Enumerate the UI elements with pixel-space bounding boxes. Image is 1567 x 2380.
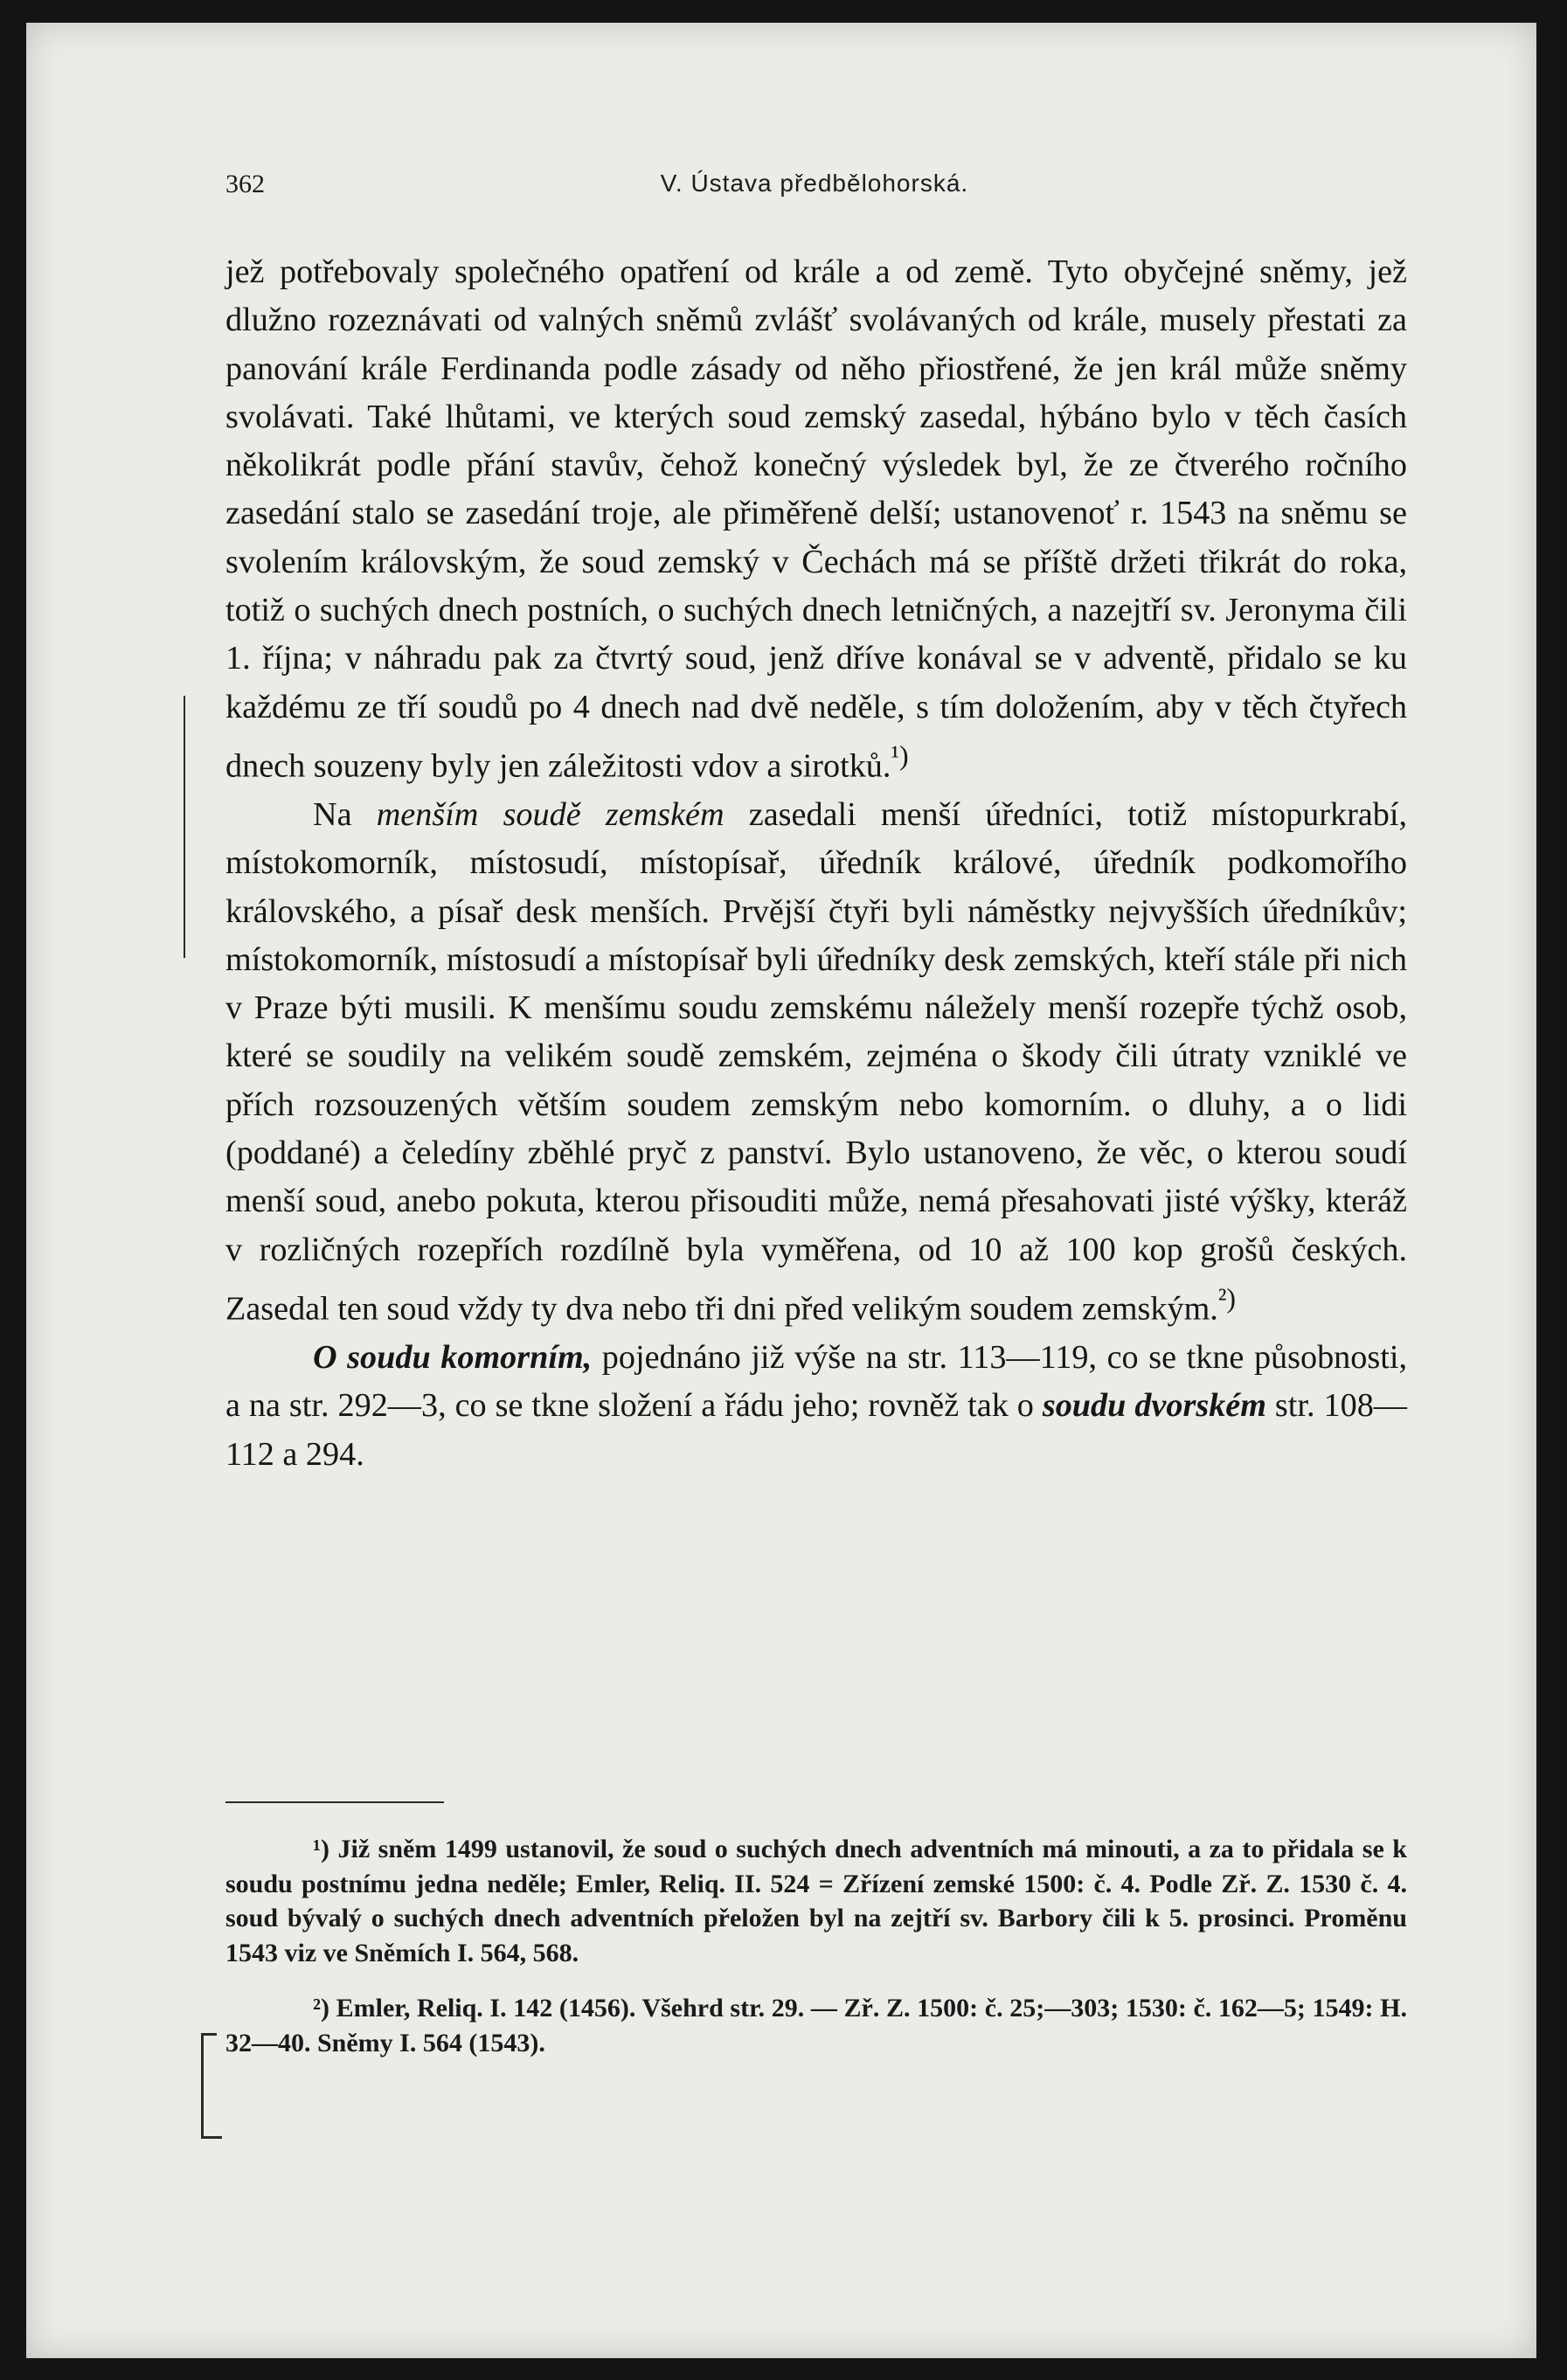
paragraph-text: str. 108—112 a 294. — [225, 1387, 1407, 1473]
paragraph — [225, 791, 1407, 1334]
page-header — [225, 163, 1404, 206]
footnote: ¹) Již sněm 1499 ustanovil, že soud o suchých dnech adventních má minouti, a za to přidala se k soudu postnímu jedna neděle; Emler, Reliq. II. 524 = Zřízení zemské 1500: č. 4. Podle Zř. Z. 1530 č. 4. soud bývalý o suchých dnech adventních přeložen byl na zejtří sv. Barbory čili k 5. prosinci. Proměnu 1543 viz ve Sněmích I. 564, 568. — [225, 1835, 1407, 1967]
paragraph — [225, 248, 1407, 791]
footnote-ref: ²) — [1217, 1282, 1236, 1314]
paragraph-text: Na — [313, 796, 377, 833]
footnote-divider — [225, 1801, 444, 1803]
footnote: ²) Emler, Reliq. I. 142 (1456). Všehrd str. 29. — Zř. Z. 1500: č. 25;—303; 1530: č. 162—5; 1549: H. 32—40. Sněmy I. 564 (1543). — [225, 1994, 1407, 2057]
footnotes — [225, 1832, 1407, 2060]
margin-bracket-top — [201, 2033, 217, 2036]
footnote-ref: ¹) — [891, 739, 909, 771]
margin-bracket-bottom — [201, 2136, 222, 2139]
margin-bracket-mark — [201, 2033, 204, 2138]
paragraph-text: jež potřebovaly společného opatření od krále a od země. Tyto obyčejné sněmy, jež dlužno rozeznávati od valných sněmů zvlášť svolávaných od krále, musely přestati za panování krále Ferdinanda podle zásady od něho přiostřené, že jen král může sněmy svolávati. Také lhůtami, ve kterých soud zemský zasedal, hýbáno bylo v těch časích několikrát podle přání stavův, čehož konečný výsledek byl, že ze čtverého ročního zasedání stalo se zasedání troje, ale přiměřeně delší; ustanovenoť r. 1543 na sněmu se svolením královským, že soud zemský v Čechách má se příště držeti třikrát do roka, totiž o suchých dnech postních, o suchých dnech letničných, a nazejtří sv. Jeronyma čili 1. října; v náhradu pak za čtvrtý soud, jenž dříve konával se v adventě, přidalo se ku každému ze tří soudů po 4 dnech nad dvě neděle, s tím doložením, aby v těch čtyřech dnech souzeny byly jen záležitosti vdov a sirotků. — [225, 253, 1407, 785]
paragraph — [225, 1334, 1407, 1479]
main-text — [225, 248, 1407, 1479]
book-page — [26, 23, 1536, 2358]
emphasis: soudu dvorském — [1042, 1387, 1266, 1425]
margin-pencil-mark — [184, 696, 185, 958]
page-number: 362 — [225, 170, 265, 198]
emphasis: O soudu komorním, — [313, 1339, 593, 1376]
paragraph-text: pojednáno již výše na str. 113—119, co se tkne působnosti, a na str. 292—3, co se tkne složení a řádu jeho; rovněž tak o — [225, 1339, 1407, 1425]
running-title: V. Ústava předbělohorská. — [660, 170, 969, 197]
paragraph-text: zasedali menší úředníci, totiž místopurkrabí, místokomorník, místosudí, místopísař, úředník králové, úředník podkomořího královského, a písař desk menších. Prvější čtyři byli náměstky nejvyšších úředníkův; místokomorník, místosudí a místopísař byli úředníky desk zemských, kteří stále při nich v Praze býti musili. K menšímu soudu zemskému náležely menší rozepře týchž osob, které se soudily na velikém soudě zemském, zejména o škody čili útraty vzniklé ve přích rozsouzených větším soudem zemským nebo komorním. o dluhy, a o lidi (poddané) a čeledíny zběhlé pryč z panství. Bylo ustanoveno, že věc, o kterou soudí menší soud, anebo pokuta, kterou přisouditi může, nemá přesahovati jisté výšky, kteráž v rozličných rozepřích rozdílně byla vyměřena, od 10 až 100 kop grošů českých. Zasedal ten soud vždy ty dva nebo tři dni před velikým soudem zemským. — [225, 796, 1407, 1328]
emphasis: menším soudě zemském — [376, 796, 725, 833]
